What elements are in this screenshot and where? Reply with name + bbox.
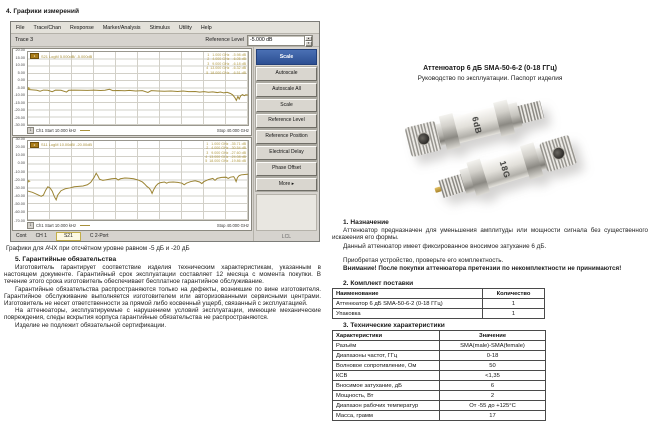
trace-legend [30,142,92,148]
softkey-button[interactable]: Autoscale All [256,83,317,97]
sweep-stop-label: Stop 40.000 GHz [216,223,249,229]
table-row: Вносимое затухание, дБ 6 [333,381,546,391]
status-channel: CH 1 [35,233,47,240]
column-header: Значение [440,331,546,341]
s11-trace [28,173,248,200]
section-title-warranty: 5. Гарантийные обязательства [15,256,117,263]
y-axis-tick-label: 0.00 [17,161,25,166]
menu-item[interactable]: File [16,24,25,31]
warranty-paragraph: На аттенюаторы, эксплуатируемые с нарушением условий эксплуатации, имеющие механические повреждения, следы вскрытия корпуса гарантийные обязательства не распространяются. [4,307,321,322]
label-sleeve [453,107,500,143]
warranty-paragraph: Изделие не подлежит обязательной сертификации. [15,321,167,329]
sweep-stop-label: Stop 40.000 GHz [216,127,249,133]
warranty-paragraph: Изготовитель гарантирует соответствие изделия техническим характеристикам, указанным в настоящем документе. Гарантийный срок эксплуатации составляет 12 месяца с момента покупки. В течение этого срока изготовитель обеспечивает бесплатное гарантийное обслуживание. [4,264,321,286]
y-axis-tick-label: 15.00 [15,55,25,60]
trace-label: Trace 3 [15,37,34,43]
product-subtitle: Руководство по эксплуатации. Паспорт изделия [417,75,563,82]
product-photo [398,92,598,216]
plot-area [11,47,253,241]
sweep-start-label: Ch1 Start 10.000 kHz [36,127,77,133]
trace-color-chip: 2 [30,142,39,148]
lcl-indicator: LCL [281,234,292,240]
y-axis-tick-label: 10.00 [15,153,25,158]
channel-chip: 1 [27,222,34,229]
warning-line: Внимание! После покупки аттенюатора претензии по некомплектности не принимаются! [343,265,622,272]
trace-legend-text: S11 LogM 10.00dB/ -20.00dB [41,142,92,148]
s11-magnitude-graph [12,137,252,232]
y-axis-tick-label: -70.00 [14,218,25,223]
table-header-row [333,331,546,341]
status-measurement-badge[interactable]: S21 [56,232,81,241]
y-axis-labels [13,138,25,224]
table-row: Мощность, Вт 2 [333,391,546,401]
reference-level-marker-icon: ► [27,177,32,183]
marker-readout-row: 3 9.000 GHz -6.18 dB [207,61,246,66]
y-axis-tick-label: -10.00 [14,169,25,174]
softkey-button[interactable]: More ▸ [256,178,317,192]
y-axis-tick-label: 10.00 [15,63,25,67]
menu-item[interactable]: Help [200,24,212,31]
specs-table [332,330,546,421]
softkey-button[interactable]: Reference Position [256,130,317,144]
product-title: Аттенюатор 6 дБ SMA-50-6-2 (0-18 ГГц) [423,65,557,72]
s21-magnitude-graph [12,48,252,136]
table-row: КСВ <1,35 [333,371,546,381]
spin-up-icon[interactable]: ▲ [305,36,312,42]
warranty-paragraph: Гарантийные обязательства распространяются только на дефекты, возникшие по вине изготовителя. Гарантийное обслуживание выполняется изготовителем или авторизованными сервисными центрами. Изготовитель не несет ответственности за прямой либо косвенный ущерб, связанный с эксплуатацией. [4,285,321,308]
softkey-button[interactable]: Reference Level [256,114,317,128]
y-axis-tick-label: -20.00 [14,177,25,182]
vna-statusbar [12,231,252,241]
package-table [332,288,545,319]
trace-legend-text: S21 LogM 5.000dB/ -5.000dB [41,53,93,59]
menu-item[interactable]: Trace/Chan [33,24,62,31]
reference-level-label: Reference Level [205,37,244,43]
spin-down-icon[interactable]: ▼ [305,41,312,47]
table-row: Диапазоны частот, ГГц 0-18 [333,351,546,361]
y-axis-tick-label: -15.00 [14,100,25,105]
softkey-panel [253,47,319,241]
marker-readouts [206,53,246,75]
section-title-package: 2. Комплект поставки [343,280,414,287]
label-sleeve [481,150,529,188]
marker-readout-row: 3 9.000 GHz -27.60 dB [206,150,246,155]
marker-readout-row: 2 4.000 GHz -30.54 dB [206,146,246,151]
figure-caption: Графики для АЧХ при отсчётном уровне равном -5 дБ и -20 дБ [6,245,190,252]
marker-readout-row: 1 1.000 GHz -5.98 dB [207,53,246,57]
y-axis-tick-label: -25.00 [14,115,25,120]
vna-screenshot [10,21,320,242]
marker-readout-row: 4 13.000 GHz -6.32 dB [206,66,246,71]
y-axis-tick-label: -20.00 [14,108,25,112]
marker-readout-row: 5 18.000 GHz -6.51 dB [206,70,246,75]
x-axis-row [27,222,249,229]
warranty-text [4,264,321,329]
y-axis-tick-label: -50.00 [14,202,25,207]
menu-item[interactable]: Utility [178,24,192,31]
y-axis-tick-label: 20.00 [15,48,25,52]
trace-color-dash-icon [80,225,90,226]
vna-toolbar [11,34,319,47]
y-axis-tick-label: -30.00 [14,185,25,190]
trace-color-chip: 1 [30,53,39,59]
channel-chip: 1 [27,127,34,134]
menu-item[interactable]: Response [70,24,94,31]
column-header: Наименование [333,289,483,299]
softkey-button[interactable]: Autoscale [256,67,317,81]
table-row: Волновое сопротивление, Ом 50 [333,361,546,371]
y-axis-tick-label: -60.00 [14,210,25,215]
softkey-list [256,67,317,191]
table-row: Разъём SMA(male)-SMA(female) [333,341,546,351]
table-row: Упаковка 1 [333,309,545,319]
marker-readouts [205,142,246,164]
sma-male-thread [517,100,544,123]
x-axis-row [27,127,249,134]
softkey-filler [256,194,317,231]
menu-item[interactable]: Marker/Analysis [102,24,141,31]
section-title-specs: 3. Технические характеристики [343,322,445,329]
check-completeness-line: Приобретая устройство, проверьте его комплектность. [343,257,504,264]
softkey-menu-title: Scale [256,49,317,65]
column-header: Характеристики [333,331,440,341]
purpose-paragraph: Данный аттенюатор имеет фиксированное вносимое затухание 6 дБ. [343,243,547,250]
y-axis-tick-label: 5.00 [17,70,25,75]
y-axis-tick-label: 0.00 [17,78,25,82]
softkey-button[interactable]: Phase Offset [256,162,317,176]
reference-level-input[interactable] [247,35,313,46]
s11-grid [27,140,249,222]
trace-legend [30,53,92,59]
y-axis-tick-label: 20.00 [15,144,25,149]
reference-level-marker-icon: ► [27,85,32,91]
s21-trace [28,89,248,100]
section-title-purpose: 1. Назначение [343,219,389,226]
table-row: Аттенюатор 6 дБ SMA-50-6-2 (0-18 ГГц) 1 [333,299,545,309]
softkey-button[interactable]: Electrical Delay [256,146,317,160]
marker-readout-row: 1 1.000 GHz -35.71 dB [206,141,246,146]
status-cal: C 2-Port [89,233,109,240]
table-header-row [333,289,545,299]
marker-readout-row: 4 13.000 GHz -24.08 dB [205,155,246,160]
attenuation-marking: 6dB [469,115,484,135]
s21-grid [27,51,249,126]
table-row: Диапазон рабочих температур От -55 до +125°С [333,401,546,411]
table-row: Масса, грамм 17 [333,411,546,421]
vna-menubar [11,22,319,34]
purpose-paragraph: Аттенюатор предназначен для уменьшения амплитуды или мощности сигнала без существенного искажения его формы. [332,227,648,242]
reference-level-value[interactable]: -5.000 dB [250,36,273,43]
y-axis-tick-label: -5.00 [16,85,25,90]
status-cont: Cont [16,233,27,240]
y-axis-tick-label: -10.00 [14,93,25,97]
y-axis-labels [13,49,25,128]
column-header: Количество [483,289,545,299]
attenuation-marking: 18G [497,159,513,180]
marker-readout-row: 2 4.000 GHz -6.05 dB [207,57,246,62]
trace-color-dash-icon [80,130,90,131]
sweep-start-label: Ch1 Start 10.000 kHz [36,223,77,229]
menu-item[interactable]: Stimulus [149,24,170,31]
y-axis-tick-label: -40.00 [14,194,25,199]
softkey-button[interactable]: Scale [256,99,317,113]
section-title-graphs: 4. Графики измерений [6,8,80,15]
y-axis-tick-label: -30.00 [14,123,25,127]
marker-readout-row: 5 18.000 GHz -19.86 dB [205,159,246,164]
y-axis-tick-label: 30.00 [15,136,25,141]
